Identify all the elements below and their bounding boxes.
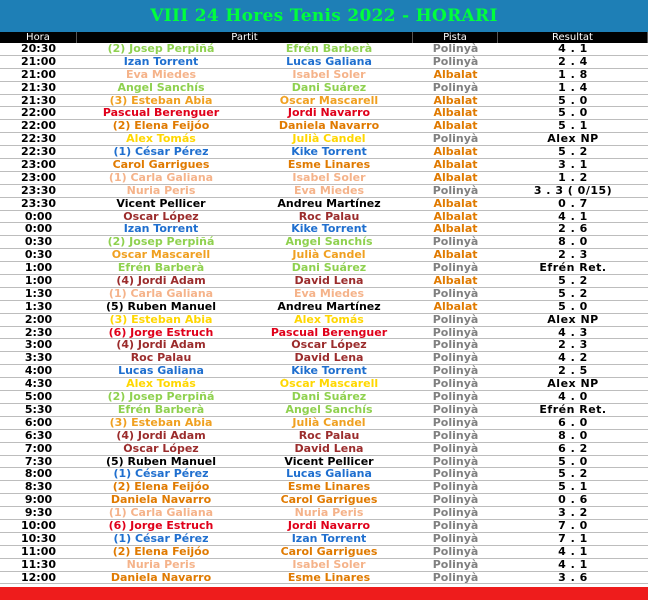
player1-cell: Nuria Peris: [126, 184, 196, 197]
table-row: [0, 456, 648, 469]
table-row: [0, 546, 648, 559]
result-cell: 6 . 0: [558, 416, 588, 429]
hora-cell: 4:30: [24, 378, 53, 391]
player2-cell: Julià Candel: [292, 133, 366, 146]
player1-cell: Efrén Barberà: [117, 403, 205, 416]
player1-cell: Carol Garrigues: [112, 159, 210, 171]
player2-cell: Nuria Peris: [294, 507, 364, 519]
player2-cell: Eva Miedes: [294, 287, 364, 300]
table-row: [0, 185, 648, 198]
result-cell: 2 . 3: [558, 249, 588, 262]
table-row: [0, 494, 648, 507]
player1-cell: Oscar López: [123, 210, 199, 223]
player2-cell: Daniela Navarro: [278, 120, 380, 133]
table-row: [0, 95, 648, 108]
pista-cell: Polinyà: [432, 571, 479, 584]
player2-cell: Angel Sanchís: [285, 236, 373, 249]
player1-cell: (4) Jordi Adam: [116, 429, 206, 442]
player2-cell: Julià Candel: [292, 416, 366, 429]
player2-cell: Isabel Soler: [292, 558, 366, 571]
hora-cell: 22:00: [20, 120, 56, 133]
pista-cell: Polinyà: [432, 326, 479, 339]
player1-cell: (6) Jorge Estruch: [108, 326, 214, 339]
result-cell: 5 . 0: [558, 300, 588, 313]
result-cell: 5 . 1: [558, 481, 588, 494]
player2-cell: Lucas Galiana: [286, 468, 372, 481]
hora-cell: 22:30: [20, 146, 56, 159]
player2-cell: David Lena: [294, 275, 364, 287]
result-cell: 4 . 2: [558, 352, 588, 365]
table-row: [0, 275, 648, 288]
header-hora: Hora: [0, 32, 77, 43]
hora-cell: 20:30: [20, 43, 56, 55]
hora-cell: 23:30: [20, 184, 56, 197]
table-row: [0, 133, 648, 146]
player2-cell: Lucas Galiana: [286, 55, 372, 68]
pista-cell: Polinyà: [432, 403, 479, 416]
player1-cell: (1) Carla Galiana: [108, 287, 214, 300]
result-cell: 5 . 0: [558, 455, 588, 468]
player2-cell: Isabel Soler: [292, 68, 366, 81]
pista-cell: Polinyà: [432, 378, 479, 391]
hora-cell: 21:30: [20, 94, 56, 107]
player1-cell: (4) Jordi Adam: [116, 275, 206, 287]
table-row: [0, 211, 648, 224]
player1-cell: Roc Palau: [130, 352, 192, 365]
player2-cell: Dani Suárez: [291, 262, 367, 275]
player2-cell: Kike Torrent: [291, 146, 367, 159]
player2-cell: Esme Linares: [287, 159, 371, 171]
player1-cell: Angel Sanchís: [117, 81, 205, 94]
hora-cell: 6:00: [24, 416, 53, 429]
result-cell: 4 . 1: [558, 545, 588, 558]
table-row: [0, 404, 648, 417]
player1-cell: (1) César Pérez: [113, 468, 209, 481]
table-row: [0, 352, 648, 365]
hora-cell: 2:30: [24, 326, 53, 339]
schedule-table: [0, 32, 648, 584]
header-resultat: Resultat: [498, 32, 648, 43]
result-cell: Alex NP: [547, 378, 599, 391]
table-row: [0, 468, 648, 481]
player1-cell: Daniela Navarro: [110, 571, 212, 584]
player2-cell: Óscar Mascarell: [279, 94, 379, 107]
player2-cell: David Lena: [294, 352, 364, 365]
result-cell: 5 . 2: [558, 468, 588, 481]
table-row: [0, 198, 648, 211]
pista-cell: Polinyà: [432, 416, 479, 429]
table-row: [0, 159, 648, 172]
result-cell: 4 . 0: [558, 391, 588, 403]
hora-cell: 23:00: [20, 159, 56, 171]
player1-cell: (2) Elena Feijóo: [112, 120, 210, 133]
result-cell: Alex NP: [547, 133, 599, 146]
table-row: [0, 146, 648, 159]
player1-cell: (2) Josep Perpiñá: [107, 391, 215, 403]
player2-cell: Óscar López: [291, 339, 367, 352]
hora-cell: 9:30: [24, 507, 53, 519]
pista-cell: Polinyà: [432, 365, 479, 378]
table-row: [0, 430, 648, 443]
player2-cell: Isabel Soler: [292, 171, 366, 184]
pista-cell: Polinyà: [432, 339, 479, 352]
player1-cell: Daniela Navarro: [110, 494, 212, 507]
table-row: [0, 417, 648, 430]
hora-cell: 6:30: [24, 429, 53, 442]
result-cell: 7 . 0: [558, 519, 588, 532]
player1-cell: Lucas Galiana: [118, 365, 204, 378]
hora-cell: 3:00: [24, 339, 53, 352]
table-row: [0, 56, 648, 69]
table-row: [0, 520, 648, 533]
pista-cell: Albalat: [433, 107, 478, 120]
pista-cell: Polinyà: [432, 184, 479, 197]
player2-cell: Jordi Navarro: [287, 107, 371, 120]
result-cell: 4 . 1: [558, 558, 588, 571]
result-cell: 0 . 6: [558, 494, 588, 507]
player2-cell: Roc Palau: [298, 429, 360, 442]
player1-cell: (6) Jorge Estruch: [108, 519, 214, 532]
player2-cell: Julià Candel: [292, 249, 366, 262]
pista-cell: Polinyà: [432, 391, 479, 403]
pista-cell: Albalat: [433, 300, 478, 313]
table-row: [0, 365, 648, 378]
hora-cell: 2:00: [24, 313, 53, 326]
player2-cell: Carol Garrigues: [280, 494, 378, 507]
table-row: [0, 69, 648, 82]
hora-cell: 10:30: [20, 532, 56, 545]
player2-cell: Jordi Navarro: [287, 519, 371, 532]
result-cell: 6 . 2: [558, 442, 588, 455]
player1-cell: (1) César Pérez: [113, 532, 209, 545]
player2-cell: Dani Suárez: [291, 391, 367, 403]
player1-cell: (1) Carla Galiana: [108, 171, 214, 184]
pista-cell: Polinyà: [432, 81, 479, 94]
result-cell: 2 . 6: [558, 223, 588, 236]
pista-cell: Polinyà: [432, 313, 479, 326]
player2-cell: Alex Tomás: [294, 313, 364, 326]
result-cell: 3 . 2: [558, 507, 588, 519]
pista-cell: Polinyà: [432, 262, 479, 275]
result-cell: 3 . 3 ( 0/15): [533, 184, 613, 197]
player1-cell: Efrén Barberà: [117, 262, 205, 275]
player2-cell: Óscar Mascarell: [279, 378, 379, 391]
table-row: [0, 236, 648, 249]
player1-cell: (1) César Pérez: [113, 146, 209, 159]
page-title: VIII 24 Hores Tenis 2022 - HORARI: [0, 0, 648, 32]
pista-cell: Polinyà: [432, 133, 479, 146]
table-row: [0, 533, 648, 546]
result-cell: 5 . 1: [558, 120, 588, 133]
result-cell: 1 . 2: [558, 171, 588, 184]
hora-cell: 22:30: [20, 133, 56, 146]
pista-cell: Polinyà: [432, 352, 479, 365]
player1-cell: Óscar López: [123, 442, 199, 455]
table-row: [0, 559, 648, 572]
hora-cell: 1:00: [24, 262, 53, 275]
player2-cell: Esme Linares: [287, 571, 371, 584]
player2-cell: Esme Linares: [287, 481, 371, 494]
hora-cell: 22:00: [20, 107, 56, 120]
pista-cell: Albalat: [433, 120, 478, 133]
player1-cell: (5) Ruben Manuel: [105, 300, 217, 313]
player2-cell: Carol Garrigues: [280, 545, 378, 558]
pista-cell: Albalat: [433, 275, 478, 287]
hora-cell: 9:00: [24, 494, 53, 507]
hora-cell: 8:30: [24, 481, 53, 494]
hora-cell: 4:00: [24, 365, 53, 378]
player2-cell: Izan Torrent: [291, 532, 367, 545]
hora-cell: 5:30: [24, 403, 53, 416]
player1-cell: Eva Miedes: [126, 68, 196, 81]
result-cell: 5 . 2: [558, 146, 588, 159]
table-row: [0, 391, 648, 404]
player1-cell: Pascual Berenguer: [102, 107, 220, 120]
result-cell: 1 . 8: [558, 68, 588, 81]
player1-cell: (3) Esteban Abia: [109, 313, 213, 326]
player1-cell: (2) Josep Perpiñá: [107, 236, 215, 249]
player2-cell: Roc Palau: [298, 210, 360, 223]
pista-cell: Albalat: [433, 249, 478, 262]
pista-cell: Polinyà: [432, 43, 479, 55]
hora-cell: 3:30: [24, 352, 53, 365]
hora-cell: 23:00: [20, 171, 56, 184]
player2-cell: Dani Suárez: [291, 81, 367, 94]
hora-cell: 11:30: [20, 558, 56, 571]
table-row: [0, 172, 648, 185]
result-cell: Alex NP: [547, 313, 599, 326]
table-row: [0, 481, 648, 494]
table-body: [0, 43, 648, 584]
result-cell: 3 . 1: [558, 159, 588, 171]
pista-cell: Albalat: [433, 210, 478, 223]
hora-cell: 21:30: [20, 81, 56, 94]
player1-cell: Izan Torrent: [123, 55, 199, 68]
result-cell: 4 . 1: [558, 43, 588, 55]
hora-cell: 23:30: [20, 197, 56, 210]
player1-cell: (2) Elena Feijóo: [112, 545, 210, 558]
table-row: [0, 223, 648, 236]
pista-cell: Polinyà: [432, 455, 479, 468]
pista-cell: Albalat: [433, 68, 478, 81]
table-row: [0, 572, 648, 585]
result-cell: 5 . 0: [558, 94, 588, 107]
hora-cell: 0:00: [24, 210, 53, 223]
hora-cell: 10:00: [20, 519, 56, 532]
hora-cell: 7:00: [24, 442, 53, 455]
pista-cell: Polinyà: [432, 481, 479, 494]
table-row: [0, 82, 648, 95]
player2-cell: Efrén Barberà: [285, 43, 373, 55]
result-cell: 4 . 1: [558, 210, 588, 223]
result-cell: 3 . 6: [558, 571, 588, 584]
pista-cell: Polinyà: [432, 558, 479, 571]
hora-cell: 21:00: [20, 55, 56, 68]
footer-bar: [0, 587, 648, 600]
table-row: [0, 443, 648, 456]
hora-cell: 21:00: [20, 68, 56, 81]
hora-cell: 5:00: [24, 391, 53, 403]
result-cell: 5 . 2: [558, 287, 588, 300]
table-row: [0, 314, 648, 327]
player1-cell: (3) Esteban Abia: [109, 416, 213, 429]
player1-cell: (2) Elena Feijóo: [112, 481, 210, 494]
pista-cell: Albalat: [433, 94, 478, 107]
hora-cell: 11:00: [20, 545, 56, 558]
header-partit: Partit: [77, 32, 413, 43]
player1-cell: (3) Esteban Abia: [109, 94, 213, 107]
hora-cell: 0:00: [24, 223, 53, 236]
hora-cell: 7:30: [24, 455, 53, 468]
player1-cell: (2) Josep Perpiñá: [107, 43, 215, 55]
table-row: [0, 249, 648, 262]
player1-cell: (5) Ruben Manuel: [105, 455, 217, 468]
header-pista: Pista: [413, 32, 498, 43]
result-cell: 2 . 5: [558, 365, 588, 378]
result-cell: Efrén Ret.: [539, 262, 607, 275]
player2-cell: Eva Miedes: [294, 184, 364, 197]
hora-cell: 8:00: [24, 468, 53, 481]
pista-cell: Polinyà: [432, 55, 479, 68]
table-row: [0, 339, 648, 352]
pista-cell: Albalat: [433, 146, 478, 159]
pista-cell: Albalat: [433, 223, 478, 236]
pista-cell: Polinyà: [432, 287, 479, 300]
pista-cell: Albalat: [433, 171, 478, 184]
result-cell: Efrén Ret.: [539, 403, 607, 416]
result-cell: 0 . 7: [558, 197, 588, 210]
result-cell: 7 . 1: [558, 532, 588, 545]
table-row: [0, 262, 648, 275]
pista-cell: Polinyà: [432, 532, 479, 545]
player1-cell: (4) Jordi Adam: [116, 339, 206, 352]
pista-cell: Polinyà: [432, 442, 479, 455]
table-header: [0, 32, 648, 43]
hora-cell: 12:00: [20, 571, 56, 584]
result-cell: 1 . 4: [558, 81, 588, 94]
hora-cell: 1:30: [24, 300, 53, 313]
player1-cell: Vicent Pellicer: [116, 197, 206, 210]
table-row: [0, 301, 648, 314]
player2-cell: Andreu Martínez: [277, 197, 381, 210]
player1-cell: Izan Torrent: [123, 223, 199, 236]
player2-cell: Pascual Berenguer: [270, 326, 388, 339]
player1-cell: Nuria Peris: [126, 558, 196, 571]
result-cell: 5 . 0: [558, 107, 588, 120]
hora-cell: 0:30: [24, 249, 53, 262]
pista-cell: Albalat: [433, 159, 478, 171]
pista-cell: Polinyà: [432, 519, 479, 532]
result-cell: 8 . 0: [558, 429, 588, 442]
table-row: [0, 378, 648, 391]
result-cell: 8 . 0: [558, 236, 588, 249]
player1-cell: Alex Tomás: [126, 133, 196, 146]
player2-cell: Kike Torrent: [291, 365, 367, 378]
player1-cell: (1) Carla Galiana: [108, 507, 214, 519]
result-cell: 4 . 3: [558, 326, 588, 339]
hora-cell: 1:30: [24, 287, 53, 300]
player2-cell: Andreu Martínez: [277, 300, 381, 313]
table-row: [0, 107, 648, 120]
pista-cell: Polinyà: [432, 468, 479, 481]
pista-cell: Polinyà: [432, 494, 479, 507]
player2-cell: Angel Sanchís: [285, 403, 373, 416]
pista-cell: Albalat: [433, 197, 478, 210]
hora-cell: 0:30: [24, 236, 53, 249]
player1-cell: Alex Tomás: [126, 378, 196, 391]
result-cell: 2 . 3: [558, 339, 588, 352]
pista-cell: Polinyà: [432, 236, 479, 249]
table-row: [0, 288, 648, 301]
player2-cell: Kike Torrent: [291, 223, 367, 236]
hora-cell: 1:00: [24, 275, 53, 287]
player1-cell: Oscar Mascarell: [111, 249, 211, 262]
result-cell: 5 . 2: [558, 275, 588, 287]
result-cell: 2 . 4: [558, 55, 588, 68]
table-row: [0, 327, 648, 340]
pista-cell: Polinyà: [432, 545, 479, 558]
player2-cell: Vicent Pellicer: [284, 455, 374, 468]
table-row: [0, 43, 648, 56]
player2-cell: David Lena: [294, 442, 364, 455]
pista-cell: Polinyà: [432, 507, 479, 519]
pista-cell: Polinyà: [432, 429, 479, 442]
table-row: [0, 120, 648, 133]
table-row: [0, 507, 648, 520]
